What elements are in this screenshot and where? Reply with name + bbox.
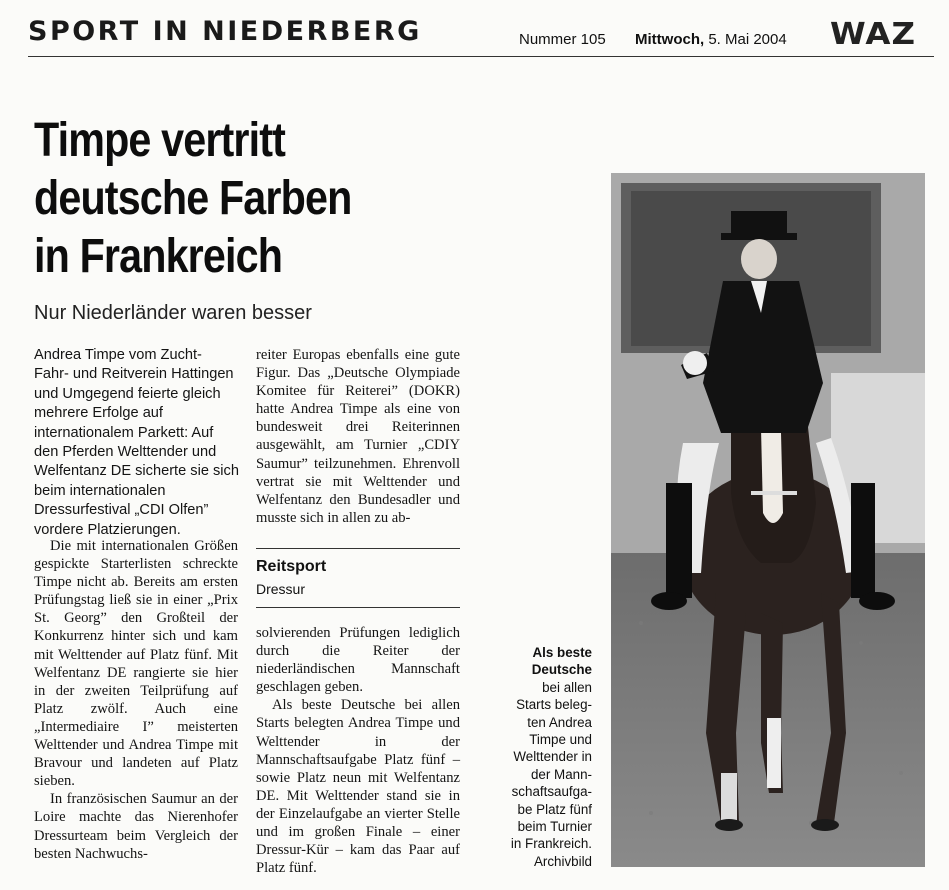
caption-line: bei allen (542, 679, 592, 695)
info-box-bottom-rule (256, 607, 460, 608)
issue-weekday: Mittwoch, (635, 31, 705, 48)
issue-date (635, 31, 787, 48)
issue-day: 5. Mai 2004 (708, 31, 787, 48)
caption-line: Welttender in (513, 749, 592, 765)
rider-horse-photo (611, 173, 925, 867)
section-title: SPORT IN NIEDERBERG (28, 16, 422, 47)
caption-line: Starts beleg- (516, 697, 592, 713)
caption-title: Als beste Deutsche (531, 645, 592, 678)
caption-line: schaftsaufga- (511, 784, 592, 800)
caption-line: be Platz fünf (517, 801, 592, 817)
paragraph: solvierenden Prüfungen lediglich durch die Reiter der niederländischen Mannschaft geschlagen geben. (256, 625, 460, 696)
paragraph: Die mit internationalen Größen gespickte Starterlisten schreckte Timpe nicht ab. Bereits am ersten Prüfungstag ließ sie in einer „Prix St. Georg” den Großteil der Konkurrenz hinter sich und kam mit Welttender auf Platz fünf. Mit Welfentanz DE rangierte sie hier in der zweiten Teilprüfung auf Platz zwölf. Auch eine „Intermediaire I” meisterten Welttender und Andrea Timpe mit Bravour und landeten auf Platz sieben. (34, 538, 238, 790)
caption-line: der Mann- (530, 766, 592, 782)
caption-line: beim Turnier (517, 819, 592, 835)
paragraph: In französischen Saumur an der Loire machte das Nierenhofer Dressurteam beim Vergleich der besten Nachwuchs- (34, 791, 238, 862)
subheadline: Nur Niederländer waren besser (34, 302, 312, 324)
photo-credit: Archivbild (533, 853, 592, 869)
caption-line: ten Andrea (527, 714, 592, 730)
paragraph: reiter Europas ebenfalls eine gute Figur. Das „Deutsche Olympiade Komitee für Reiterei” (DOKR) hatte Andrea Timpe als eine von bundesweit drei Reiterinnen ausgewählt, am Turnier „CDIY Saumur” teilzunehmen. Ehrenvoll vertrat sie mit Welttender und Welfentanz den Bundesadler und musste sich in allen zu ab- (256, 347, 460, 526)
photo-caption (480, 644, 592, 870)
caption-line: Timpe und (529, 732, 592, 748)
headline-line: deutsche Farben (34, 172, 352, 225)
info-box-title: Reitsport (256, 558, 327, 575)
article-column-2-top (256, 346, 460, 527)
issue-number: Nummer 105 (519, 31, 606, 48)
paragraph: Als beste Deutsche bei allen Starts belegten Andrea Timpe und Welttender in der Mannschaftsaufgabe Platz fünf – sowie Platz neun mit Welfentanz DE. Mit Welttender stand sie in der Einzelaufgabe an vierter Stelle und im großen Finale – einer Dressur-Kür – kam das Paar auf Platz fünf. (256, 697, 460, 877)
article-column-1 (34, 537, 238, 863)
masthead-divider (28, 56, 934, 57)
article-column-2-bottom (256, 624, 460, 877)
newspaper-logo: WAZ (830, 17, 917, 52)
headline-line: Timpe vertritt (34, 114, 285, 167)
info-box-subtitle: Dressur (256, 581, 306, 597)
caption-line: in Frankreich. (510, 836, 592, 852)
info-box-top-rule (256, 548, 460, 549)
headline-line: in Frankreich (34, 230, 283, 283)
article-lead: Andrea Timpe vom Zucht- Fahr- und Reitverein Hattingen und Umgegend feierte gleich mehrere Erfolge auf internationalem Parkett: Auf den Pferden Welttender und Welfentanz DE sicherte sie sich beim internationalen Dressurfestival „CDI Olfen” vordere Platzierungen. (34, 347, 239, 538)
headline (34, 112, 438, 286)
